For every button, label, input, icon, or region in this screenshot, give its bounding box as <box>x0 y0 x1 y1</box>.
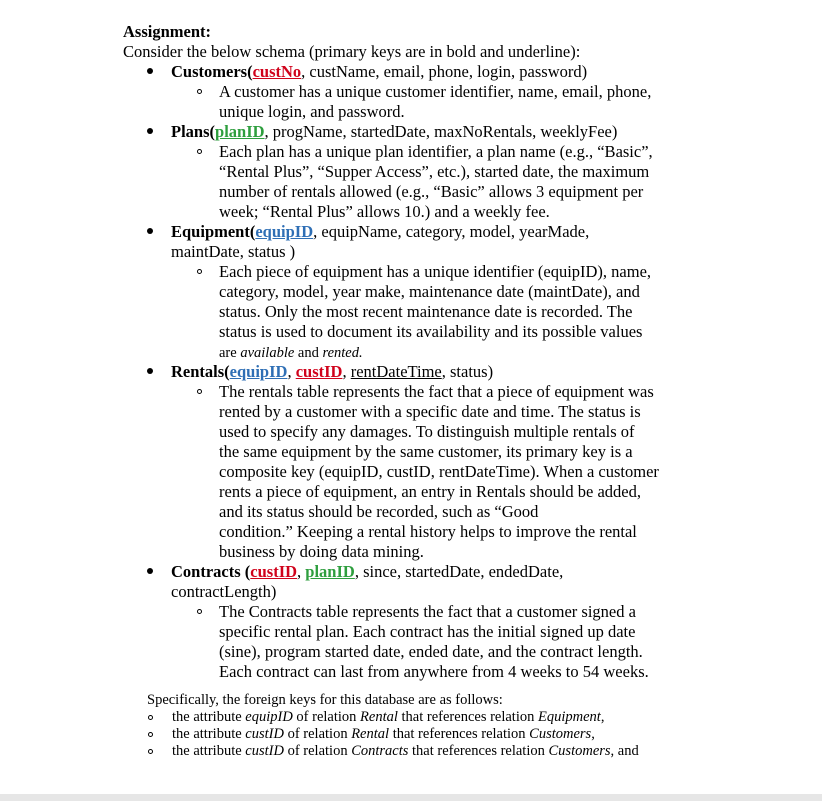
rentals-desc-line: business by doing data mining. <box>219 542 424 561</box>
plans-desc-line: number of rentals allowed (e.g., “Basic” allows 3 equipment per <box>219 182 644 201</box>
bullet-icon <box>147 368 153 374</box>
contracts-desc-line: (sine), program started date, ended date, and the contract length. <box>219 642 643 661</box>
equipment-desc-line: are available and rented. <box>219 345 363 361</box>
rentals-desc-line: composite key (equipID, custID, rentDateTime). When a customer <box>219 462 659 481</box>
contracts-desc-line: Each contract can last from anywhere from 4 weeks to 54 weeks. <box>219 662 649 681</box>
rentals-desc-line: rented by a customer with a specific date and time. The status is <box>219 402 641 421</box>
circle-bullet-icon <box>197 389 202 394</box>
equipid-pk: equipID <box>229 362 288 381</box>
planid-pk: planID <box>215 122 265 141</box>
equipment-desc-line: status is used to document its availability and its possible values <box>219 322 643 341</box>
plans-desc-line: week; “Rental Plus” allows 10.) and a weekly fee. <box>219 202 550 221</box>
contracts-schema-cont: contractLength) <box>171 582 277 601</box>
circle-bullet-icon <box>197 149 202 154</box>
assignment-title: Assignment: <box>123 22 212 41</box>
circle-bullet-icon <box>148 715 153 720</box>
customers-desc-line: unique login, and password. <box>219 102 405 121</box>
custid-pk: custID <box>250 562 298 581</box>
rentals-schema: Rentals(equipID, custID, rentDateTime, status) <box>171 362 494 381</box>
fk-item: the attribute equipID of relation Rental that references relation Equipment, <box>172 709 605 725</box>
bullet-icon <box>147 128 153 134</box>
circle-bullet-icon <box>148 749 153 754</box>
rentdatetime-pk: rentDateTime <box>350 362 442 381</box>
fk-item: the attribute custID of relation Rental that references relation Customers, <box>172 726 595 742</box>
contracts-schema: Contracts (custID, planID, since, startedDate, endedDate, <box>171 562 564 581</box>
equipment-schema: Equipment(equipID, equipName, category, model, yearMade, <box>171 222 590 241</box>
bullet-icon <box>147 228 153 234</box>
customers-schema: Customers(custNo, custName, email, phone, login, password) <box>171 62 588 81</box>
rentals-desc-line: the same equipment by the same customer, its primary key is a <box>219 442 633 461</box>
fk-intro: Specifically, the foreign keys for this database are as follows: <box>147 692 503 708</box>
circle-bullet-icon <box>197 89 202 94</box>
circle-bullet-icon <box>148 732 153 737</box>
intro-text: Consider the below schema (primary keys are in bold and underline): <box>123 42 581 61</box>
plans-desc-line: Each plan has a unique plan identifier, a plan name (e.g., “Basic”, <box>219 142 653 161</box>
contracts-desc-line: The Contracts table represents the fact that a customer signed a <box>219 602 636 621</box>
bullet-icon <box>147 68 153 74</box>
planid-pk: planID <box>305 562 355 581</box>
circle-bullet-icon <box>197 269 202 274</box>
rentals-desc-line: The rentals table represents the fact that a piece of equipment was <box>219 382 654 401</box>
rentals-desc-line: and its status should be recorded, such as “Good <box>219 502 539 521</box>
equipid-pk: equipID <box>255 222 314 241</box>
equipment-desc-line: category, model, year make, maintenance date (maintDate), and <box>219 282 640 301</box>
bullet-icon <box>147 568 153 574</box>
plans-desc-line: “Rental Plus”, “Supper Access”, etc.), started date, the maximum <box>219 162 650 181</box>
rentals-desc-line: rents a piece of equipment, an entry in Rentals should be added, <box>219 482 641 501</box>
rentals-desc-line: condition.” Keeping a rental history helps to improve the rental <box>219 522 637 541</box>
equipment-desc-line: status. Only the most recent maintenance date is recorded. The <box>219 302 633 321</box>
circle-bullet-icon <box>197 609 202 614</box>
fk-item: the attribute custID of relation Contracts that references relation Customers, and <box>172 743 639 759</box>
custid-pk: custID <box>295 362 343 381</box>
plans-schema: Plans(planID, progName, startedDate, maxNoRentals, weeklyFee) <box>171 122 618 141</box>
customers-desc-line: A customer has a unique customer identifier, name, email, phone, <box>219 82 652 101</box>
equipment-schema-cont: maintDate, status ) <box>171 242 296 261</box>
custno-pk: custNo <box>252 62 302 81</box>
contracts-desc-line: specific rental plan. Each contract has the initial signed up date <box>219 622 636 641</box>
page-bottom-edge <box>0 794 822 801</box>
equipment-desc-line: Each piece of equipment has a unique identifier (equipID), name, <box>219 262 652 281</box>
rentals-desc-line: used to specify any damages. To distinguish multiple rentals of <box>219 422 635 441</box>
